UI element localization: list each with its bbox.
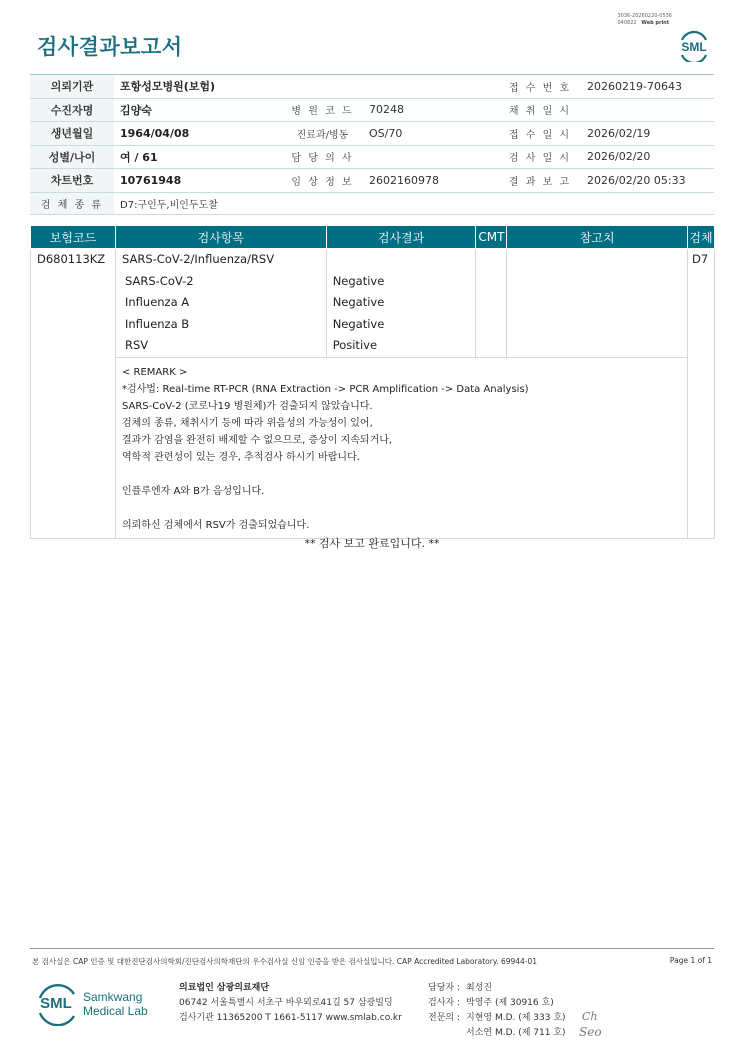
label-physician: 담 당 의 사 [282,145,363,169]
value-physician [363,145,499,169]
header-test-result: 검사결과 [326,226,476,249]
staff-row: 담당자 : 최성진 [428,983,493,993]
footer-logo-line2: Medical Lab [83,1004,148,1018]
value-specimen-type: D7:구인두,비인두도찰 [114,192,714,214]
report-complete-text: ** 검사 보고 완료입니다. ** [304,537,440,550]
panel-name: SARS-CoV-2/Influenza/RSV [115,249,326,271]
value-collection-date [581,98,714,122]
test-result: Negative [326,292,476,314]
value-birth-date: 1964/04/08 [114,122,282,146]
value-requesting-org: 포항성모병원(보험) [114,75,499,99]
value-clinical-info: 2602160978 [363,169,499,193]
document-id-code: 040822 [617,20,637,26]
label-specimen-type: 검 체 종 류 [30,192,114,214]
test-result: Negative [326,314,476,336]
value-hospital-code: 70248 [363,98,499,122]
signature-2: Seo [579,1025,602,1039]
organization-info [179,981,402,1026]
info-row [30,145,714,169]
table-row [31,271,715,293]
logo-text: SML [681,40,707,54]
info-row [30,122,714,146]
reference-cell [507,249,688,271]
header-reference: 참고치 [507,226,688,249]
staff-info [428,981,566,1041]
value-result-report: 2026/02/20 05:33 [581,169,714,193]
label-sex-age: 성별/나이 [30,145,114,169]
label-chart-number: 차트번호 [30,169,114,193]
table-row [31,292,715,314]
remark-line: *검사법: Real-time RT-PCR (RNA Extraction -> PCR Amplification -> Data Analysis) [121,383,529,395]
label-collection-date: 채 취 일 시 [499,98,581,122]
test-item: RSV [115,335,326,357]
table-row [31,335,715,357]
results-header [31,226,715,249]
remark-line: SARS-CoV-2 (코로나19 병원체)가 검출되지 않았습니다. [121,400,373,412]
accreditation-note: 본 검사실은 CAP 인증 및 대한진단검사의학회/진단검사의학재단의 우수검사실 신임 인증을 받은 검사실입니다. CAP Accredited Laboratory. 69944-01 [32,957,538,966]
organization-address: 06742 서울특별시 서초구 바우뫼로41길 57 삼광빌딩 [179,998,393,1008]
label-result-report: 결 과 보 고 [499,169,581,193]
value-test-date: 2026/02/20 [581,145,714,169]
value-receipt-date: 2026/02/19 [581,122,714,146]
organization-contact: 검사기관 11365200 T 1661-5117 www.smlab.co.kr [179,1013,402,1023]
label-requesting-org: 의뢰기관 [30,75,114,99]
table-row [31,249,715,271]
label-hospital-code: 병 원 코 드 [282,98,363,122]
header-insurance-code: 보험코드 [31,226,116,249]
remark-block [115,357,687,538]
patient-info-table [30,74,714,215]
test-item: Influenza A [115,292,326,314]
header-cmt: CMT [476,226,507,249]
remark-line: 인플루엔자 A와 B가 음성입니다. [121,485,265,497]
value-chart-number: 10761948 [114,169,282,193]
staff-row: 검사자 : 박영주 (제 30916 호) [428,998,554,1008]
specimen-code: D7 [687,249,714,271]
document-id [617,13,672,27]
remark-line: 의뢰하신 검체에서 RSV가 검출되었습니다. [121,519,310,531]
info-row [30,169,714,193]
organization-name: 의료법인 삼광의료재단 [179,983,270,993]
footer-divider [30,948,714,949]
page-number: Page 1 of 1 [669,956,712,965]
test-result: Negative [326,271,476,293]
table-row [31,314,715,336]
label-clinical-info: 임 상 정 보 [282,169,363,193]
info-row [30,98,714,122]
results-table [30,225,715,539]
remark-row [31,357,715,538]
staff-row: 서소연 M.D. (제 711 호) [466,1028,566,1038]
value-receipt-number: 20260219-70643 [581,75,714,99]
header-specimen: 검체 [687,226,714,249]
label-birth-date: 생년월일 [30,122,114,146]
cmt-cell [476,249,507,271]
label-receipt-date: 접 수 일 시 [499,122,581,146]
header-test-item: 검사항목 [115,226,326,249]
staff-row: 전문의 : 지현영 M.D. (제 333 호) [428,1013,566,1023]
result-cell [326,249,476,271]
web-print-tag: Web print [641,20,670,26]
signature-1: Ch [582,1010,598,1023]
footer-logo-mark: SML [40,995,72,1012]
info-row [30,75,714,99]
remark-line: 검체의 종류, 채취시기 등에 따라 위음성의 가능성이 있어, [121,417,373,429]
info-row [30,192,714,214]
remark-line: 결과가 감염을 완전히 배제할 수 없으므로, 증상이 지속되거나, [121,434,393,446]
label-department: 진료과/병동 [282,122,363,146]
test-item: SARS-CoV-2 [115,271,326,293]
footer-logo-line1: Samkwang [83,990,143,1004]
remark-line: 역학적 관련성이 있는 경우, 추적검사 하시기 바랍니다. [121,451,360,463]
samkwang-logo [36,980,156,1026]
label-patient-name: 수진자명 [30,98,114,122]
sml-logo [676,26,712,62]
test-result: Positive [326,335,476,357]
page-title: 검사결과보고서 [37,35,183,59]
value-sex-age: 여 / 61 [114,145,282,169]
value-patient-name: 김양숙 [114,98,282,122]
value-department: OS/70 [363,122,499,146]
label-receipt-number: 접 수 번 호 [499,75,581,99]
label-test-date: 검 사 일 시 [499,145,581,169]
remark-heading: < REMARK > [121,366,188,378]
insurance-code: D680113KZ [31,249,116,271]
document-id-line1: 3036-20260220-0536 [617,13,672,19]
test-item: Influenza B [115,314,326,336]
